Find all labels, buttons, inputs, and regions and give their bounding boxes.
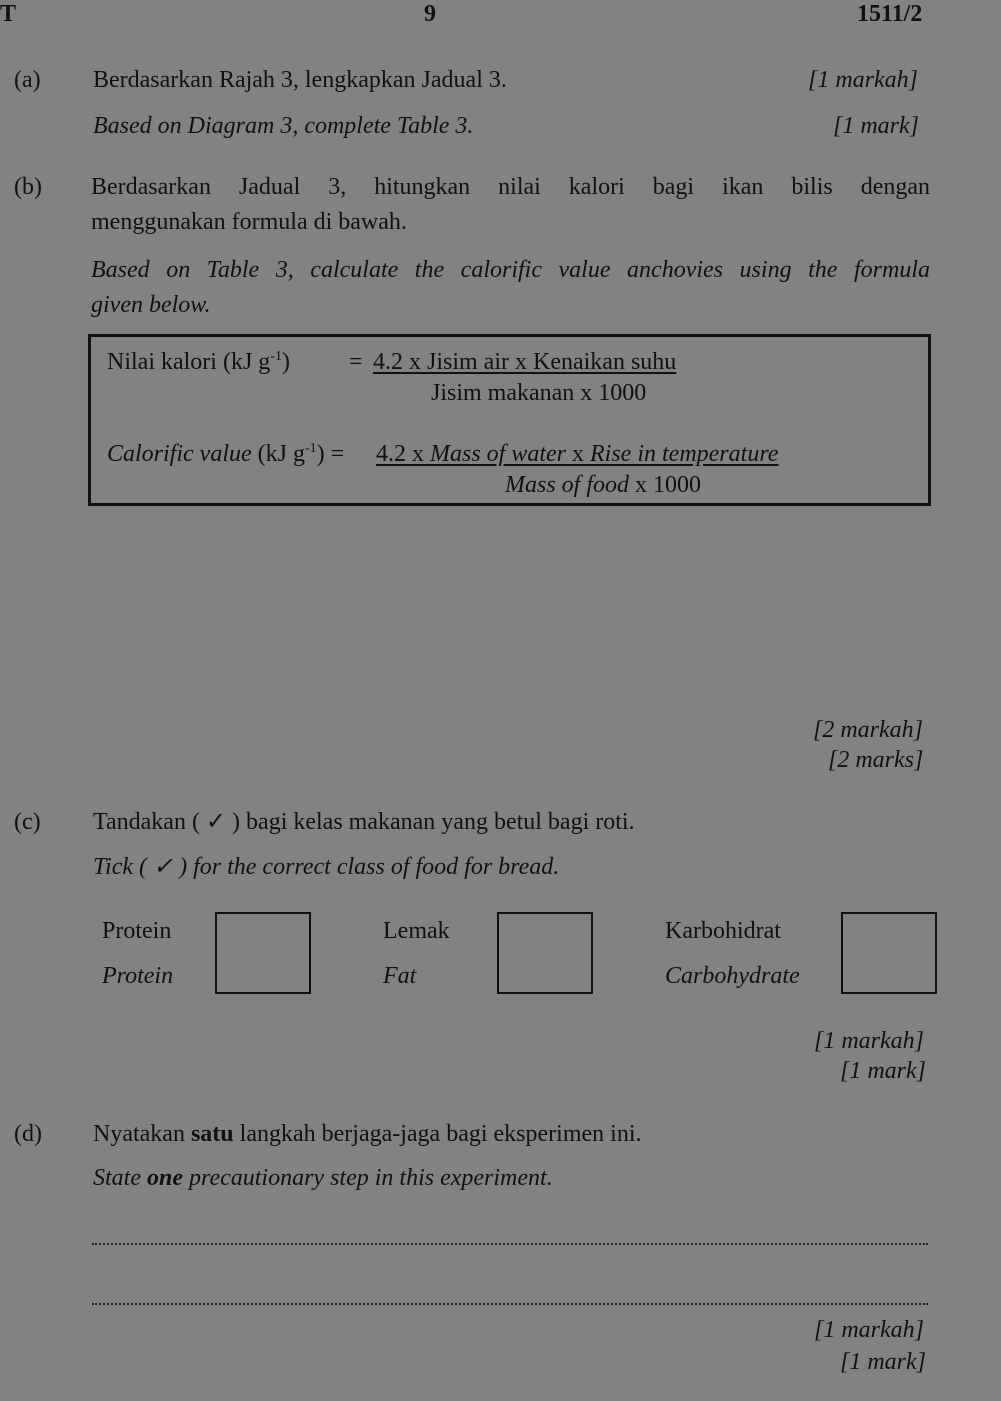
formula-ms-denominator: Jisim makanan x 1000 bbox=[431, 380, 647, 406]
formula-ms-eq: = bbox=[349, 349, 363, 375]
formula-en-denominator: Mass of food x 1000 bbox=[505, 472, 702, 498]
question-d-label: (d) bbox=[14, 1121, 42, 1147]
option-fat-ms: Lemak bbox=[383, 918, 450, 944]
question-b-text-en-1: Based on Table 3, calculate the calorific value anchovies using the formula bbox=[91, 257, 930, 283]
answer-line-2[interactable] bbox=[92, 1303, 928, 1305]
question-b-text-ms-1: Berdasarkan Jadual 3, hitungkan nilai kalori bagi ikan bilis dengan bbox=[91, 174, 930, 200]
checkbox-carbohydrate[interactable] bbox=[841, 912, 937, 994]
header-left: T bbox=[0, 1, 17, 27]
formula-ms-numerator: 4.2 x Jisim air x Kenaikan suhu bbox=[373, 349, 677, 375]
option-carbohydrate-ms: Karbohidrat bbox=[665, 918, 781, 944]
question-b-mark-ms: [2 markah] bbox=[813, 717, 924, 743]
question-d-mark-en: [1 mark] bbox=[840, 1349, 927, 1375]
checkbox-protein[interactable] bbox=[215, 912, 311, 994]
option-protein-en: Protein bbox=[102, 963, 174, 989]
question-c-text-ms: Tandakan ( ✓ ) bagi kelas makanan yang betul bagi roti. bbox=[93, 809, 635, 835]
question-a-mark-en: [1 mark] bbox=[833, 113, 920, 139]
question-a-text-en: Based on Diagram 3, complete Table 3. bbox=[93, 113, 474, 139]
question-b-mark-en: [2 marks] bbox=[828, 747, 924, 773]
checkbox-fat[interactable] bbox=[497, 912, 593, 994]
question-b-label: (b) bbox=[14, 174, 42, 200]
question-c-mark-ms: [1 markah] bbox=[814, 1028, 925, 1054]
option-carbohydrate-en: Carbohydrate bbox=[665, 963, 800, 989]
option-fat-en: Fat bbox=[383, 963, 417, 989]
question-b-text-ms-2: menggunakan formula di bawah. bbox=[91, 209, 407, 235]
formula-en-lhs: Calorific value (kJ $g^{-1}$) = bbox=[107, 441, 345, 467]
question-b-text-en-2: given below. bbox=[91, 292, 211, 318]
page-number: 9 bbox=[424, 1, 436, 27]
answer-line-1[interactable] bbox=[92, 1243, 928, 1245]
question-d-text-en: State one precautionary step in this experiment. bbox=[93, 1165, 553, 1191]
option-protein-ms: Protein bbox=[102, 918, 172, 944]
formula-en-numerator: 4.2 x Mass of water x Rise in temperature bbox=[376, 441, 779, 467]
question-c-text-en: Tick ( ✓ ) for the correct class of food for bread. bbox=[93, 854, 560, 880]
question-a-mark-ms: [1 markah] bbox=[808, 67, 919, 93]
question-a-text-ms: Berdasarkan Rajah 3, lengkapkan Jadual 3. bbox=[93, 67, 507, 93]
question-d-mark-ms: [1 markah] bbox=[814, 1317, 925, 1343]
question-a-label: (a) bbox=[14, 67, 41, 93]
formula-ms-lhs: Nilai kalori (kJ $g^{-1}$) bbox=[107, 349, 290, 375]
paper-code: 1511/2 bbox=[857, 1, 923, 27]
question-c-label: (c) bbox=[14, 809, 41, 835]
question-d-text-ms: Nyatakan satu langkah berjaga-jaga bagi eksperimen ini. bbox=[93, 1121, 642, 1147]
formula-box bbox=[88, 334, 931, 506]
question-c-mark-en: [1 mark] bbox=[840, 1058, 927, 1084]
